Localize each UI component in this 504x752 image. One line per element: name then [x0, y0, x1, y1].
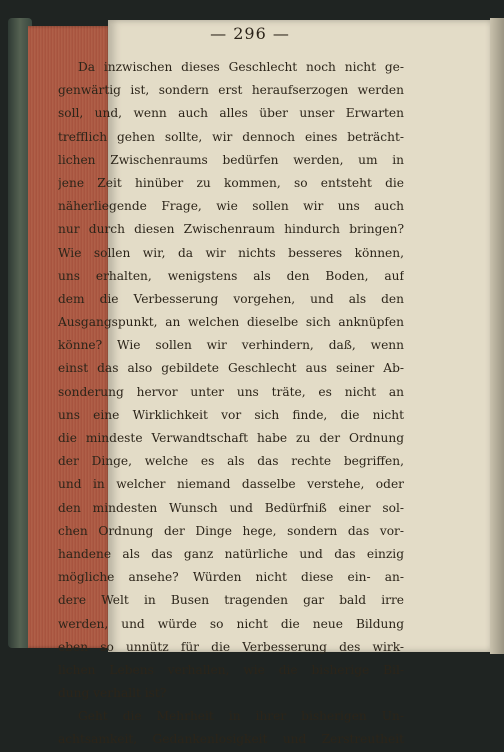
text-line: Wie sollen wir, da wir nichts besseres können,	[58, 245, 404, 260]
text-line: eben so unnütz für die Verbesserung des wirk-	[58, 639, 404, 654]
text-line: jene Zeit hinüber zu kommen, so entsteht die	[58, 175, 404, 190]
text-line: genwärtig ist, sondern erst heraufserzogen werden	[58, 83, 404, 98]
text-line: achtsamkeit, Gedankenlosigkeit und Zerstreutheit	[58, 732, 404, 747]
text-line: dung verhallt ist?	[58, 686, 167, 701]
text-line: mögliche ansehe? Würden nicht diese ein- an-	[58, 570, 404, 585]
text-line: uns erhalten, wenigstens als den Boden, auf	[58, 268, 404, 283]
text-line: näherliegende Frage, wie sollen wir uns auch	[58, 199, 404, 214]
text-line: einst das also gebildete Geschlecht aus seiner Ab-	[58, 361, 404, 376]
text-line: und in welcher niemand dasselbe verstehe, oder	[58, 477, 404, 492]
page-text	[58, 56, 404, 752]
text-line: lichen Lebens verhallen, wie die bisherige Bil-	[58, 662, 404, 677]
text-line: chen Ordnung der Dinge hege, sondern das vor-	[58, 523, 404, 538]
text-line: der Dinge, welche es als das rechte begriffen,	[58, 454, 404, 469]
text-line: uns eine Wirklichkeit vor sich finde, die nicht	[58, 407, 404, 422]
text-line: Geht die Mehrheit in ihrer bisherigen Un-	[78, 709, 404, 724]
facing-page-edge	[490, 18, 504, 654]
text-line: Ausgangspunkt, an welchen dieselbe sich anknüpfen	[58, 315, 404, 330]
text-line: die mindeste Verwandtschaft habe zu der Ordnung	[58, 431, 404, 445]
text-line: lichen Zwischenraums bedürfen werden, um in	[58, 152, 404, 167]
text-line: handene als das ganz natürliche und das einzig	[58, 546, 404, 561]
text-line: dem die Verbesserung vorgehen, und als den	[58, 291, 404, 306]
text-line: Da inzwischen dieses Geschlecht noch nicht ge-	[78, 60, 404, 74]
text-line: sonderung hervor unter uns träte, es nicht an	[58, 384, 404, 399]
text-line: den mindesten Wunsch und Bedürfniß einer sol-	[58, 500, 404, 515]
text-line: soll, und, wenn auch alles über unser Erwarten	[58, 106, 404, 121]
page-number: — 296 —	[210, 24, 290, 43]
text-line: nur durch diesen Zwischenraum hindurch bringen?	[58, 222, 404, 237]
text-line: dere Welt in Busen tragenden gar bald irre	[58, 593, 404, 608]
text-line: könne? Wie sollen wir verhindern, daß, wenn	[58, 338, 404, 353]
text-line: trefflich gehen sollte, wir dennoch eines beträcht-	[58, 129, 404, 144]
text-line: werden, und würde so nicht die neue Bildung	[58, 616, 404, 631]
